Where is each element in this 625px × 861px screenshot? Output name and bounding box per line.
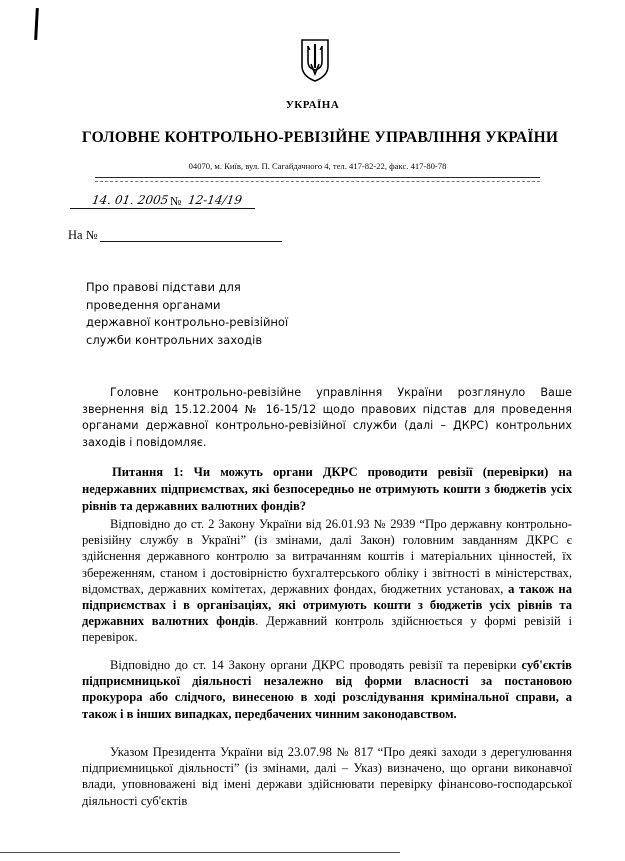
answer-1-emphasis: а також на підприємствах і в організаціях, які отримують кошти з бюджетів усіх рівнів та державних валютних фондів	[82, 581, 572, 629]
registration-line	[70, 193, 260, 215]
answer-1-text-end: . Державний контроль здійснюється у формі ревізій і перевірок.	[82, 614, 572, 645]
answer-paragraph-1	[82, 516, 572, 646]
question-1: Питання 1: Чи можуть органи ДКРС проводити ревізії (перевірки) на недержавних підприємствах, які безпосередньо не отримують кошти з бюджетів усіх рівнів та державних валютних фондів?	[82, 465, 572, 513]
organization-address: 04070, м. Київ, вул. П. Сагайдачного 4, тел. 417-82-22, факс. 417-80-78	[188, 161, 447, 171]
subject-line: служби контрольних заходів	[86, 332, 263, 347]
subject-line: державної контрольно-ревізійної	[86, 315, 289, 329]
reference-underline	[100, 241, 282, 242]
answer-2-text: Відповідно до ст. 14 Закону органи ДКРС проводять ревізії та перевірки	[110, 658, 522, 672]
header-divider-secondary	[95, 181, 540, 182]
country-name: УКРАЇНА	[285, 99, 340, 111]
registration-number-label: №	[170, 194, 182, 208]
registration-number: 12-14/19	[187, 193, 243, 207]
answer-paragraph-3: Указом Президента України від 23.07.98 № 817 “Про деякі заходи з дерегулювання підприємницької діяльності” (із змінами, далі – Указ) визначено, що органи виконавчої влади, уповноважені від імені держави здійснювати перевірку фінансово-господарської діяльності суб'єктів	[82, 745, 572, 808]
answer-1-text: Відповідно до ст. 2 Закону України від 26.01.93 № 2939 “Про державну контрольно-ревізійну службу в Україні” (із змінами, далі Закон) головним завданням ДКРС є здійснення державного контролю за витрачанням коштів і матеріальних цінностей, їх збереженням, станом і достовірністю бухгалтерського обліку і звітності в міністерствах, відомствах, державних комітетах, державних фондах, бюджетних установах,	[82, 517, 572, 596]
subject-line: проведення органами	[86, 297, 221, 312]
intro-paragraph: Головне контрольно-ревізійне управління України розглянуло Ваше звернення від 15.12.2004 № 16-15/12 щодо правових підстав для проведення органами державної контрольно-ревізійної служби (далі – ДКРС) контрольних заходів і повідомляє.	[82, 386, 572, 449]
header-divider	[95, 177, 540, 178]
margin-pen-mark	[34, 8, 39, 40]
reference-label: На №	[68, 228, 98, 242]
answer-paragraph-2	[82, 657, 572, 722]
registration-underline	[70, 208, 255, 209]
tryzub-emblem-icon	[300, 36, 330, 82]
subject-line: Про правові підстави для	[86, 280, 241, 294]
letter-subject	[86, 279, 316, 349]
answer-2-emphasis: суб'єктів підприємницької діяльності незалежно від форми власності за постановою прокурора або слідчого, винесеною в ході розслідування кримінальної справи, а також і в інших випадках, передбачених чинним законодавством.	[82, 658, 572, 721]
page-bottom-edge	[0, 852, 400, 853]
organization-name: ГОЛОВНЕ КОНТРОЛЬНО-РЕВІЗІЙНЕ УПРАВЛІННЯ УКРАЇНИ	[81, 129, 559, 146]
registration-date: 14. 01. 2005	[91, 193, 170, 207]
